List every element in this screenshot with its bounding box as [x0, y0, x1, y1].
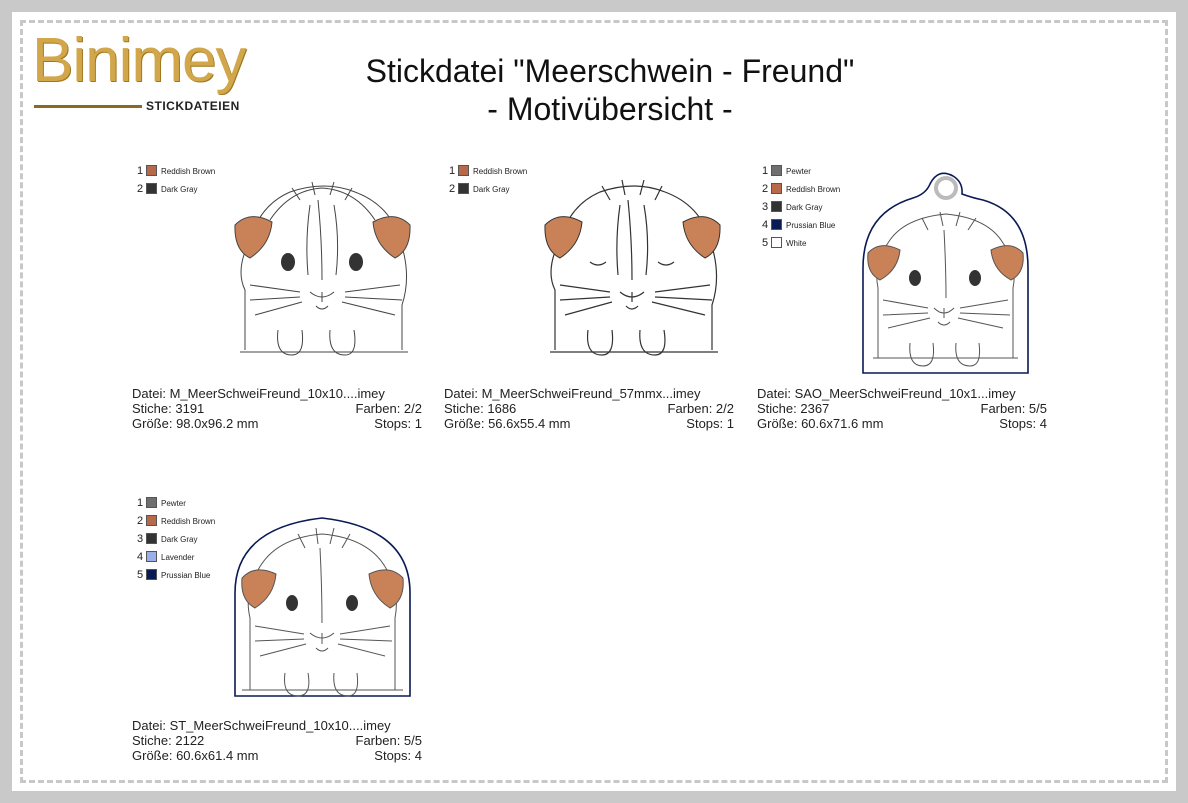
legend-name: Prussian Blue: [786, 221, 836, 230]
legend-name: Reddish Brown: [161, 517, 216, 526]
stitch-count: Stiche: 3191: [132, 401, 205, 416]
legend-number: 1: [137, 497, 144, 509]
file-label: Datei: M_MeerSchweiFreund_57mmx...imey: [444, 386, 701, 401]
legend-name: Dark Gray: [161, 185, 198, 194]
color-swatch: [146, 165, 157, 176]
stop-count: Stops: 4: [999, 416, 1047, 431]
guinea-pig-illustration: [540, 180, 725, 365]
color-count: Farben: 2/2: [355, 401, 422, 416]
legend-number: 1: [762, 165, 769, 177]
legend-name: Dark Gray: [161, 535, 198, 544]
stop-count: Stops: 1: [686, 416, 734, 431]
left-ear: [235, 217, 272, 258]
color-swatch: [771, 201, 782, 212]
stitch-count: Stiche: 1686: [444, 401, 517, 416]
legend-name: White: [786, 239, 807, 248]
right-ear: [373, 217, 410, 258]
file-info: [757, 386, 1047, 431]
color-swatch: [771, 165, 782, 176]
color-swatch: [771, 237, 782, 248]
title-line-2: - Motivübersicht -: [487, 91, 733, 127]
right-ear: [683, 217, 720, 258]
page-title: [300, 52, 920, 128]
legend-name: Reddish Brown: [786, 185, 841, 194]
design-size: Größe: 60.6x71.6 mm: [757, 416, 884, 431]
legend-name: Lavender: [161, 553, 195, 562]
keychain-hole: [936, 178, 956, 198]
color-count: Farben: 5/5: [355, 733, 422, 748]
needle-icon: [34, 105, 142, 108]
color-swatch: [146, 533, 157, 544]
applique-outline: [235, 518, 410, 696]
design-size: Größe: 60.6x61.4 mm: [132, 748, 259, 763]
color-swatch: [458, 183, 469, 194]
file-label: Datei: ST_MeerSchweiFreund_10x10....imey: [132, 718, 391, 733]
legend-number: 4: [137, 551, 144, 563]
color-swatch: [771, 219, 782, 230]
title-line-1: Stickdatei "Meerschwein - Freund": [365, 53, 855, 89]
legend-name: Dark Gray: [786, 203, 823, 212]
stop-count: Stops: 4: [374, 748, 422, 763]
legend-name: Pewter: [786, 167, 811, 176]
color-swatch: [146, 551, 157, 562]
keychain-guinea-pig-illustration: [858, 168, 1033, 376]
color-swatch: [458, 165, 469, 176]
color-swatch: [146, 515, 157, 526]
legend-number: 2: [449, 183, 456, 195]
legend-name: Reddish Brown: [473, 167, 528, 176]
legend-number: 3: [762, 201, 769, 213]
legend-number: 5: [137, 569, 144, 581]
legend-name: Reddish Brown: [161, 167, 216, 176]
legend-name: Pewter: [161, 499, 186, 508]
brand-name: Binimey: [32, 26, 246, 95]
file-label: Datei: M_MeerSchweiFreund_10x10....imey: [132, 386, 385, 401]
stitch-count: Stiche: 2367: [757, 401, 830, 416]
color-count: Farben: 2/2: [667, 401, 734, 416]
color-swatch: [771, 183, 782, 194]
stitched-guinea-pig-illustration: [230, 508, 415, 698]
color-swatch: [146, 183, 157, 194]
legend-number: 2: [762, 183, 769, 195]
left-ear: [545, 217, 582, 258]
legend-number: 4: [762, 219, 769, 231]
file-info: [132, 718, 422, 763]
legend-number: 3: [137, 533, 144, 545]
legend-number: 5: [762, 237, 769, 249]
brand-logo: [28, 26, 278, 126]
legend-number: 1: [449, 165, 456, 177]
file-info: [444, 386, 734, 431]
legend-name: Prussian Blue: [161, 571, 211, 580]
design-size: Größe: 98.0x96.2 mm: [132, 416, 259, 431]
design-size: Größe: 56.6x55.4 mm: [444, 416, 571, 431]
file-label: Datei: SAO_MeerSchweiFreund_10x1...imey: [757, 386, 1016, 401]
legend-number: 2: [137, 183, 144, 195]
stop-count: Stops: 1: [374, 416, 422, 431]
legend-number: 1: [137, 165, 144, 177]
color-swatch: [146, 569, 157, 580]
guinea-pig-illustration: [230, 180, 415, 365]
color-swatch: [146, 497, 157, 508]
legend-name: Dark Gray: [473, 185, 510, 194]
stitch-count: Stiche: 2122: [132, 733, 205, 748]
file-info: [132, 386, 422, 431]
legend-number: 2: [137, 515, 144, 527]
brand-tagline: STICKDATEIEN: [146, 99, 240, 113]
color-count: Farben: 5/5: [980, 401, 1047, 416]
